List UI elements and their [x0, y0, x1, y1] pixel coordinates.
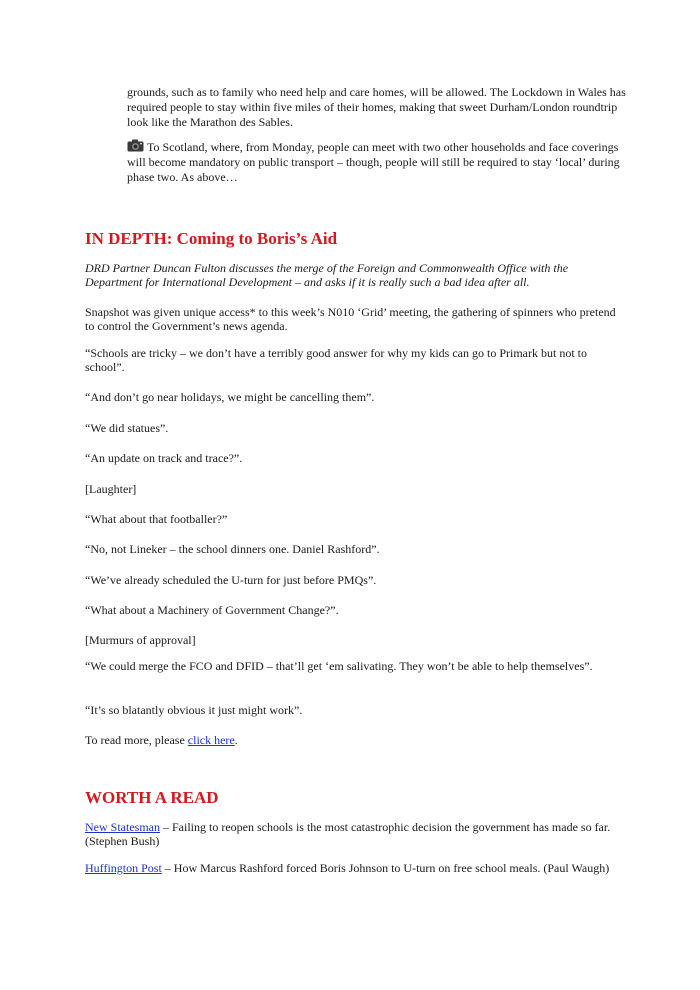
reading-item: [85, 820, 625, 848]
quote-statues: “We did statues”.: [85, 421, 169, 435]
lockdown-wales-paragraph: [127, 85, 627, 130]
reading-item-text: – Failing to reopen schools is the most catastrophic decision the government has made so far. (Stephen Bush): [85, 820, 611, 848]
read-more-prefix: To read more, please: [85, 733, 188, 747]
camera-icon: [127, 139, 144, 152]
quote-u-turn: “We’ve already scheduled the U-turn for just before PMQs”.: [85, 573, 377, 587]
quote-schools: “Schools are tricky – we don’t have a terribly good answer for why my kids can go to Primark but not to school”.: [85, 346, 588, 374]
reading-item-text: – How Marcus Rashford forced Boris Johnson to U-turn on free school meals. (Paul Waugh): [161, 861, 610, 875]
snapshot-paragraph: Snapshot was given unique access* to this week’s N010 ‘Grid’ meeting, the gathering of spinners who pretend to control the Government’s news agenda.: [85, 305, 616, 333]
quote-machinery: “What about a Machinery of Government Change?”.: [85, 603, 339, 617]
article-intro: DRD Partner Duncan Fulton discusses the merge of the Foreign and Commonwealth Office with the Department for International Development – and asks if it is really such a bad idea after all.: [85, 261, 569, 289]
paragraph-text: To Scotland, where, from Monday, people can meet with two other households and face coverings will become mandatory on public transport – though, people will still be required to stay ‘local’ during phase two. As above…: [127, 140, 620, 184]
quote-footballer: “What about that footballer?”: [85, 512, 228, 526]
in-depth-heading: IN DEPTH: Coming to Boris’s Aid: [85, 229, 338, 248]
reading-item: [85, 861, 625, 875]
huffington-post-link[interactable]: Huffington Post: [85, 861, 162, 875]
quote-track-trace: “An update on track and trace?”.: [85, 451, 243, 465]
paragraph-text: grounds, such as to family who need help and care homes, will be allowed. The Lockdown in Wales has required people to stay within five miles of their homes, making that sweet Durham/London roundtrip look like the Marathon des Sables.: [127, 85, 626, 129]
quote-merge: “We could merge the FCO and DFID – that’ll get ‘em salivating. They won’t be able to help themselves”.: [85, 659, 593, 673]
quote-obvious: “It’s so blatantly obvious it just might work”.: [85, 703, 303, 717]
quote-lineker: “No, not Lineker – the school dinners one. Daniel Rashford”.: [85, 542, 380, 556]
quote-holidays: “And don’t go near holidays, we might be cancelling them”.: [85, 390, 375, 404]
new-statesman-link[interactable]: New Statesman: [85, 820, 160, 834]
scotland-paragraph: [127, 139, 627, 185]
read-more-suffix: .: [234, 733, 238, 747]
stage-direction-murmurs: [Murmurs of approval]: [85, 633, 196, 647]
stage-direction-laughter: [Laughter]: [85, 482, 137, 496]
worth-a-read-heading: WORTH A READ: [85, 788, 219, 807]
click-here-link[interactable]: click here: [187, 733, 235, 747]
read-more-line: [85, 733, 625, 747]
